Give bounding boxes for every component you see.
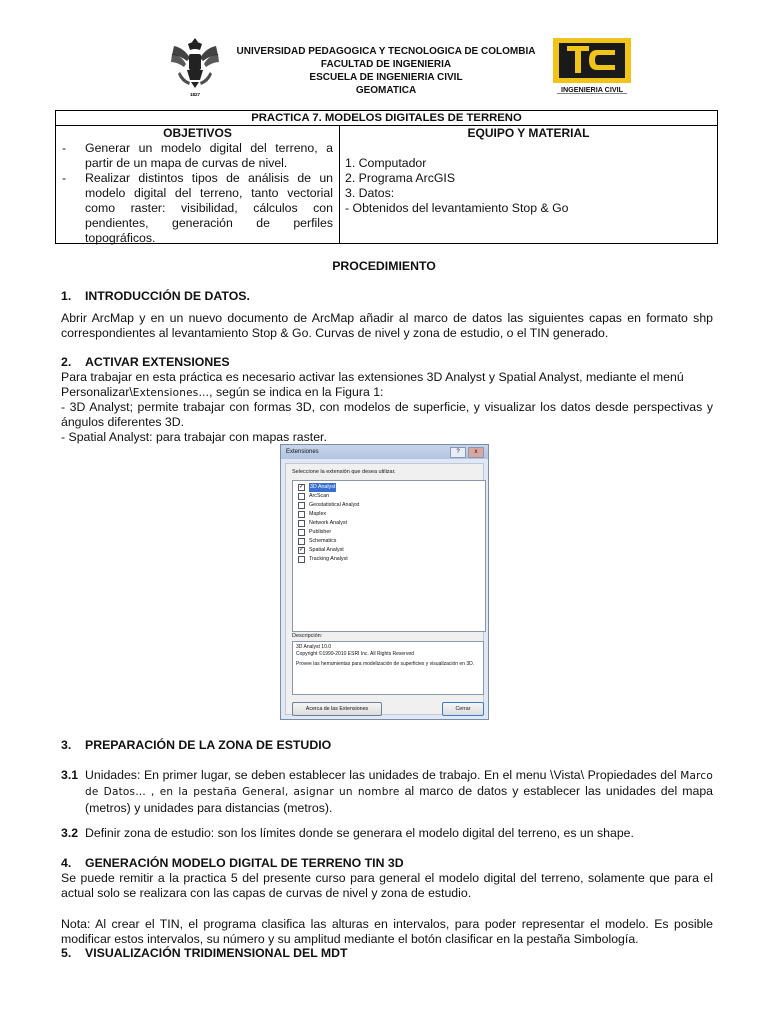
extension-label: Maplex — [309, 511, 327, 517]
procedure-title: PROCEDIMIENTO — [332, 259, 436, 273]
section-4-note: Nota: Al crear el TIN, el programa clasifica las alturas en intervalos, para poder representar el modelo. Es posible modificar estos intervalos, su número y su amplitud mediante el botón clasificar en la pestaña Simbología. — [61, 917, 713, 947]
equipment-header: EQUIPO Y MATERIAL — [467, 126, 590, 140]
extension-label: 3D Analyst — [310, 484, 336, 490]
civil-engineering-logo — [553, 38, 631, 94]
objective-item: - Generar un modelo digital del terreno, a partir de un mapa de curvas de nivel. — [62, 141, 333, 170]
checkbox-icon[interactable] — [298, 556, 305, 563]
extension-item[interactable] — [298, 510, 326, 519]
section-2-heading — [61, 355, 230, 370]
extension-label: Network Analyst — [309, 520, 347, 526]
header-text — [230, 45, 542, 97]
description-name: 3D Analyst 10.0 — [296, 644, 332, 650]
crest-year: 1827 — [189, 92, 201, 97]
school-name: ESCUELA DE INGENIERIA CIVIL — [309, 72, 463, 83]
section-1-text: Abrir ArcMap y en un nuevo documento de ArcMap añadir al marco de datos las siguientes capas en formato shp correspondientes al levantamiento Stop & Go. Curvas de nivel y zona de estudio, o el TIN generado. — [61, 311, 713, 341]
section-title: PREPARACIÓN DE LA ZONA DE ESTUDIO — [85, 738, 332, 752]
logo-abbr: UPTC — [601, 60, 618, 66]
section-2-line2 — [61, 385, 713, 401]
dialog-titlebar — [281, 445, 488, 459]
equipment-item: - Obtenidos del levantamiento Stop & Go — [345, 201, 569, 215]
subsection-3-1-text — [85, 768, 713, 816]
subject-name: GEOMATICA — [355, 85, 417, 96]
section-2-bullet2: - Spatial Analyst: para trabajar con mapas raster. — [61, 430, 327, 444]
extension-item[interactable] — [298, 546, 344, 555]
section-2-line1: Para trabajar en esta práctica es necesario activar las extensiones 3D Analyst y Spatial Analyst, mediante el menú — [61, 370, 684, 384]
menu-item-data-frame: Marco de Datos… , en la pestaña General, asignar un nombre — [85, 770, 714, 799]
extensions-dialog — [280, 444, 489, 720]
faculty-name: FACULTAD DE INGENIERIA — [320, 59, 452, 70]
section-number: 1. — [61, 289, 72, 303]
section-3-heading — [61, 738, 331, 753]
paragraph-text: Unidades: En primer lugar, se deben establecer las unidades de trabajo. En el menu \Vista\ Propiedades del — [85, 768, 677, 782]
objective-text: Generar un modelo digital del terreno, a partir de un mapa de curvas de nivel. — [85, 141, 333, 170]
extension-item[interactable] — [298, 537, 336, 546]
university-name: UNIVERSIDAD PEDAGOGICA Y TECNOLOGICA DE COLOMBIA — [236, 46, 536, 57]
extension-label: ArcScan — [309, 493, 330, 499]
description-label: Descripción: — [292, 633, 323, 639]
description-box — [292, 641, 484, 695]
checkbox-icon[interactable] — [298, 520, 305, 527]
section-title: INTRODUCCIÓN DE DATOS. — [85, 289, 250, 303]
extension-item[interactable] — [298, 483, 336, 492]
subsection-3-2-number: 3.2 — [61, 826, 79, 840]
checkbox-icon[interactable] — [298, 538, 305, 545]
equipment-item: 1. Computador — [345, 156, 427, 170]
equipment-item: 3. Datos: — [345, 186, 395, 200]
extension-label: Schematics — [309, 538, 337, 544]
dialog-prompt: Seleccione la extensión que desea utilizar. — [292, 469, 396, 475]
section-4-text: Se puede remitir a la practica 5 del presente curso para general el modelo digital del terreno, solamente que para el actual solo se realizara con las capas de curvas de nivel y zona de estudio. — [61, 871, 713, 901]
objective-item: - Realizar distintos tipos de análisis de un modelo digital del terreno, tanto vectorial como raster: visibilidad, cálculos con pendientes, generación de perfiles topográficos. — [62, 171, 333, 245]
checkbox-icon[interactable] — [298, 493, 305, 500]
practice-table — [55, 110, 718, 244]
checkbox-icon[interactable] — [298, 502, 305, 509]
objective-text: Realizar distintos tipos de análisis de un modelo digital del terreno, tanto vectorial como raster: visibilidad, cálculos con pendientes, generación de perfiles topográficos. — [85, 171, 333, 245]
menu-path: Personalizar\ — [61, 385, 133, 399]
practice-title: PRACTICA 7. MODELOS DIGITALES DE TERRENO — [56, 111, 717, 126]
extension-label: Geostatistical Analyst — [309, 502, 360, 508]
section-number: 3. — [61, 738, 72, 752]
extensions-list[interactable] — [292, 480, 486, 632]
section-number: 2. — [61, 355, 72, 369]
section-title: VISUALIZACIÓN TRIDIMENSIONAL DEL MDT — [85, 946, 348, 960]
extension-label: Publisher — [309, 529, 332, 535]
university-crest-logo — [168, 32, 222, 98]
objectives-column — [56, 126, 340, 243]
dialog-title: Extensiones — [286, 449, 319, 455]
subsection-3-1-number: 3.1 — [61, 768, 79, 782]
extension-label: Spatial Analyst — [309, 547, 344, 553]
equipment-item: 2. Programa ArcGIS — [345, 171, 456, 185]
extension-label: Tracking Analyst — [309, 556, 348, 562]
checkbox-checked-icon[interactable]: ✓ — [299, 484, 305, 490]
description-copyright: Copyright ©1999-2010 ESRI Inc. All Rights Reserved — [296, 650, 414, 657]
help-icon[interactable]: ? — [450, 447, 466, 458]
extension-item[interactable] — [298, 528, 331, 537]
about-extensions-button[interactable]: Acerca de las Extensiones — [292, 702, 382, 716]
section-title: GENERACIÓN MODELO DIGITAL DE TERRENO TIN 3D — [85, 856, 404, 870]
section-number: 4. — [61, 856, 72, 870]
checkbox-icon[interactable] — [298, 511, 305, 518]
section-4-heading — [61, 856, 404, 871]
close-icon[interactable]: x — [468, 447, 484, 458]
figure-ref: , según se indica en la Figura 1: — [209, 385, 384, 399]
section-5-heading — [61, 946, 348, 961]
extension-item[interactable] — [298, 492, 329, 501]
equipment-column — [340, 126, 717, 243]
extension-item[interactable] — [298, 501, 359, 510]
menu-item-extensions: Extensiones… — [132, 387, 210, 399]
section-title: ACTIVAR EXTENSIONES — [85, 355, 230, 369]
close-button[interactable]: Cerrar — [442, 702, 484, 716]
extension-item[interactable] — [298, 519, 347, 528]
extension-item[interactable] — [298, 555, 348, 564]
description-text: Provee las herramientas para modelización de superficies y visualización en 3D. — [296, 661, 475, 667]
section-2-bullet1: - 3D Analyst; permite trabajar con formas 3D, con modelos de superficie, y visualizar los datos desde perspectivas y ángulos diferentes 3D. — [61, 400, 713, 430]
checkbox-icon[interactable] — [298, 529, 305, 536]
section-1-heading — [61, 289, 250, 304]
section-number: 5. — [61, 946, 72, 960]
objectives-header: OBJETIVOS — [163, 126, 232, 140]
logo-caption: INGENIERIA CIVIL — [560, 85, 624, 94]
paragraph-text: al marco de datos y establecer las unidades del mapa (metros) y unidades para distancias (metros). — [85, 784, 714, 815]
checkbox-checked-icon[interactable]: ✓ — [299, 547, 305, 553]
dialog-body — [285, 463, 484, 715]
subsection-3-2-text: Definir zona de estudio: son los límites donde se generara el modelo digital del terreno, es un shape. — [85, 826, 634, 840]
